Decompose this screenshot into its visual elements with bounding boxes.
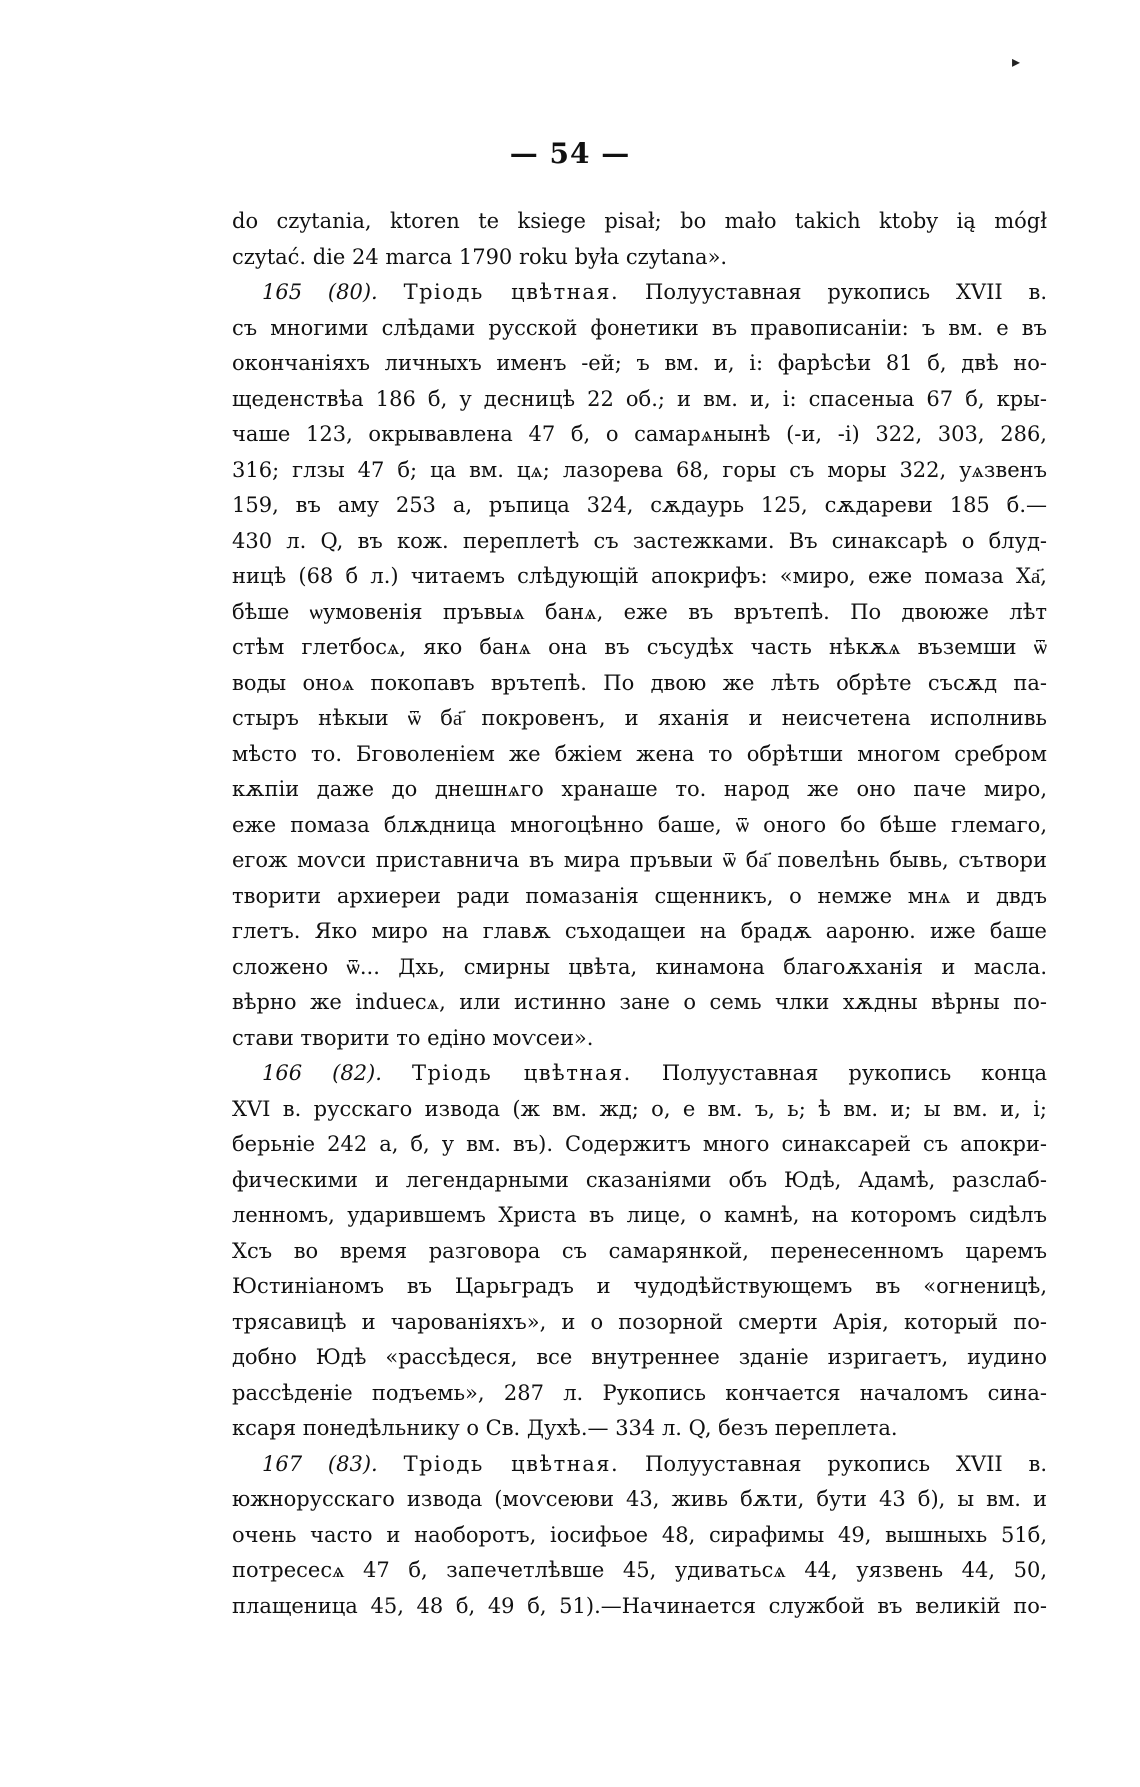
text-line: чаше 123, окрывавлена 47 б, о самарѧнынѣ (-и, -і) 322, 303, 286,	[232, 422, 1047, 446]
text-line: воды оноѧ покопавъ врътепѣ. По двою же лѣть обрѣте съсѫд па-	[232, 670, 1047, 695]
entry-title: Тріодь цвѣтная.	[403, 1451, 620, 1476]
entry-heading-line	[232, 275, 1047, 311]
text-line: стыръ нѣкыи ѿ ба҃ покровенъ, и яханія и неисчетена исполнивь	[232, 706, 1047, 730]
entry-title: Тріодь цвѣтная.	[411, 1061, 632, 1085]
text-line: рассѣденіе подъемь», 287 л. Рукопись кончается началомъ сина-	[232, 1380, 1047, 1405]
entry-heading-rest: Полууставная рукопись XVII в.	[619, 280, 1047, 304]
text-line: плащеница 45, 48 б, 49 б, 51).—Начинается службой въ великій по-	[232, 1593, 1047, 1618]
text-line: Хсъ во время разговора съ самарянкой, перенесенномъ царемъ	[232, 1238, 1047, 1263]
text-line: czytać. die 24 marca 1790 roku była czytana».	[232, 244, 728, 269]
text-line: 159, въ аму 253 а, ръпица 324, сѫдаурь 125, сѫдареви 185 б.—	[232, 493, 1047, 517]
text-line: егож моѵси приставнича въ мира пръвыи ѿ ба҃ повелѣнь бывь, сътвори	[232, 848, 1047, 872]
text-line: еже помаза блѫдница многоцѣнно баше, ѿ оного бо бѣше глемаго,	[232, 812, 1047, 837]
body-text	[232, 204, 1047, 1624]
entry-heading-rest: Полууставная рукопись XVII в.	[619, 1451, 1047, 1476]
text-line: берьніе 242 а, б, у вм. въ). Содержитъ много синаксарей съ апокри-	[232, 1132, 1047, 1156]
text-line: do czytania, ktoren te ksiege pisał; bo mało takich ktoby ią mógł	[232, 209, 1047, 233]
text-line: кѫпіи даже до днешнѧго хранаше то. народ же оно паче миро,	[232, 777, 1047, 801]
text-line: фическими и легендарными сказаніями объ Юдѣ, Адамѣ, разслаб-	[232, 1167, 1047, 1192]
text-line: ленномъ, ударившемъ Христа въ лице, о камнѣ, на которомъ сидѣлъ	[232, 1203, 1047, 1227]
text-line: бѣше ѡумовенія пръвыѧ банѧ, еже въ врътепѣ. По двоюже лѣт	[232, 599, 1047, 624]
text-line: Юстиніаномъ въ Царьградъ и чудодѣйствующемъ въ «огненицѣ,	[232, 1274, 1047, 1298]
entry-number: 166 (82).	[262, 1061, 382, 1085]
entry-number: 167 (83).	[262, 1451, 378, 1476]
text-line: глетъ. Яко миро на главѫ съходащеи на брадѫ аароню. иже баше	[232, 919, 1047, 943]
text-line: стави творити то едіно моѵсеи».	[232, 1025, 594, 1050]
text-line: творити архиереи ради помазанія сщенникъ, о немже мнѧ и двдъ	[232, 883, 1047, 908]
text-line: стѣм глетбосѧ, яко банѧ она въ съсудѣх часть нѣкѫѧ въземши ѿ	[232, 635, 1047, 659]
text-line: южнорусскаго извода (моѵсеюви 43, живь бѫти, бути 43 б), ы вм. и	[232, 1487, 1047, 1511]
entry-heading-line	[232, 1056, 1047, 1092]
text-line: трясавицѣ и чарованіяхъ», и о позорной смерти Арія, который по-	[232, 1309, 1047, 1334]
entry-heading-line	[232, 1447, 1047, 1483]
text-line: сложено ѿ... Дхь, смирны цвѣта, кинамона благоѫханія и масла.	[232, 954, 1047, 979]
text-line: 430 л. Q, въ кож. переплетѣ съ застежками. Въ синаксарѣ о блуд-	[232, 528, 1047, 553]
text-line: ницѣ (68 б л.) читаемъ слѣдующій апокрифъ: «миро, еже помаза Ха҃,	[232, 564, 1047, 588]
text-line: очень часто и наоборотъ, іосифьое 48, сирафимы 49, вышныхь 51б,	[232, 1522, 1047, 1547]
text-line: окончаніяхъ личныхъ именъ -ей; ъ вм. и, і: фарѣсѣи 81 б, двѣ но-	[232, 351, 1047, 375]
corner-mark: ▸	[1012, 52, 1021, 71]
text-line: съ многими слѣдами русской фонетики въ правописаніи: ъ вм. е въ	[232, 315, 1047, 340]
entry-title: Тріодь цвѣтная.	[403, 280, 620, 304]
entry-heading-rest: Полууставная рукопись конца	[631, 1061, 1047, 1085]
text-line: щеденствѣа 186 б, у десницѣ 22 об.; и вм. и, і: спасеныа 67 б, кры-	[232, 386, 1047, 411]
text-line: потресесѧ 47 б, запечетлѣвше 45, удиватьсѧ 44, уязвень 44, 50,	[232, 1558, 1047, 1582]
entry-number: 165 (80).	[262, 280, 378, 304]
text-line: вѣрно же induecѧ, или истинно зане о семь члки хѫдны вѣрны по-	[232, 990, 1047, 1014]
text-line: добно Юдѣ «рассѣдеся, все внутреннее зданіе изригаетъ, иудино	[232, 1345, 1047, 1369]
page-number: — 54 —	[509, 137, 631, 170]
text-line: XVI в. русскаго извода (ж вм. жд; о, е вм. ъ, ь; ѣ вм. и; ы вм. и, і;	[232, 1096, 1047, 1121]
text-line: мѣсто то. Бговоленіем же бжіем жена то обрѣтши многом сребром	[232, 741, 1047, 766]
text-line: 316; глзы 47 б; ца вм. цѧ; лазорева 68, горы съ моры 322, уѧзвенъ	[232, 457, 1047, 482]
text-line: ксаря понедѣльнику о Св. Духѣ.— 334 л. Q, безъ переплета.	[232, 1416, 898, 1440]
